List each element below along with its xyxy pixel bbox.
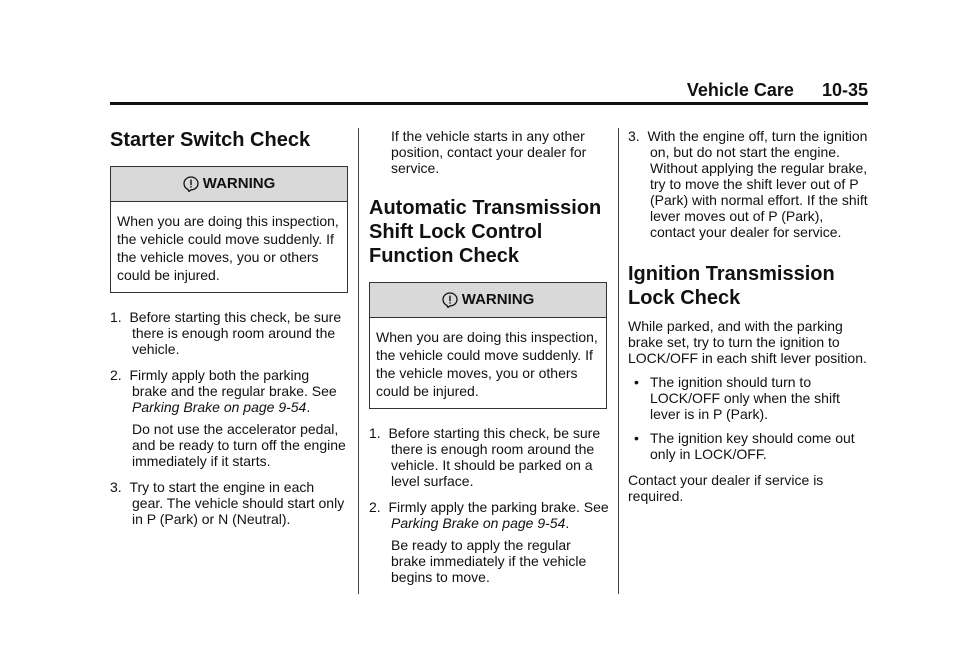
column-3 [628, 118, 868, 504]
warning-text: When you are doing this inspection, the vehicle could move suddenly. If the vehicle moves, you or others could be injured. [117, 213, 339, 283]
bullet-icon: • [634, 374, 639, 390]
section-title: Vehicle Care [686, 80, 794, 100]
list-item: 1. Before starting this check, be sure there is enough room around the vehicle. It should be parked on a level surface. [369, 425, 601, 489]
step-note: Do not use the accelerator pedal, and be ready to turn off the engine immediately if it starts. [132, 421, 346, 469]
column-divider [358, 128, 359, 594]
column-1 [110, 118, 348, 527]
list-item: • The ignition should turn to LOCK/OFF only when the shift lever is in P (Park). [634, 374, 840, 422]
list-item: 1. Before starting this check, be sure there is enough room around the vehicle. [110, 309, 342, 357]
column-divider [618, 128, 619, 594]
header-rule [110, 102, 868, 105]
warning-box [369, 282, 607, 409]
list-item: • The ignition key should come out only in LOCK/OFF. [634, 430, 855, 462]
section-heading: Starter Switch Check [110, 129, 311, 151]
list-item: 2. Firmly apply both the parking brake and the regular brake. See Parking Brake on page 9-54. [110, 367, 337, 415]
warning-icon [442, 292, 458, 308]
page-header [687, 80, 868, 101]
warning-icon [183, 176, 199, 192]
intro-text: While parked, and with the parking brake set, try to turn the ignition to LOCK/OFF in each shift lever position. [628, 318, 867, 366]
list-item: 3. Try to start the engine in each gear. The vehicle should start only in P (Park) or N (Neutral). [110, 479, 345, 527]
continuation-text: If the vehicle starts in any other position, contact your dealer for service. [391, 128, 587, 176]
warning-label: WARNING [461, 291, 535, 308]
bullet-icon: • [634, 430, 639, 446]
warning-header [111, 167, 347, 202]
warning-label: WARNING [202, 175, 276, 192]
warning-box [110, 166, 348, 293]
step-note: Be ready to apply the regular brake immediately if the vehicle begins to move. [391, 537, 587, 585]
cross-reference-link[interactable]: Parking Brake on page 9-54 [132, 399, 307, 415]
outro-text: Contact your dealer if service is required. [628, 472, 824, 504]
cross-reference-link[interactable]: Parking Brake on page 9-54 [391, 515, 566, 531]
section-heading: Automatic Transmission Shift Lock Control Function Check [369, 197, 602, 267]
list-item: 2. Firmly apply the parking brake. See Parking Brake on page 9-54. [369, 499, 609, 531]
column-2 [369, 118, 609, 585]
list-item: 3. With the engine off, turn the ignition on, but do not start the engine. Without applying the regular brake, try to move the shift lever out of P (Park) with normal effort. If the shift lever moves out of P (Park), contact your dealer for service. [628, 128, 868, 240]
warning-text: When you are doing this inspection, the vehicle could move suddenly. If the vehicle moves, you or others could be injured. [376, 329, 598, 399]
page-number: 10-35 [821, 80, 868, 100]
section-heading: Ignition Transmission Lock Check [628, 263, 835, 309]
warning-header [370, 283, 606, 318]
